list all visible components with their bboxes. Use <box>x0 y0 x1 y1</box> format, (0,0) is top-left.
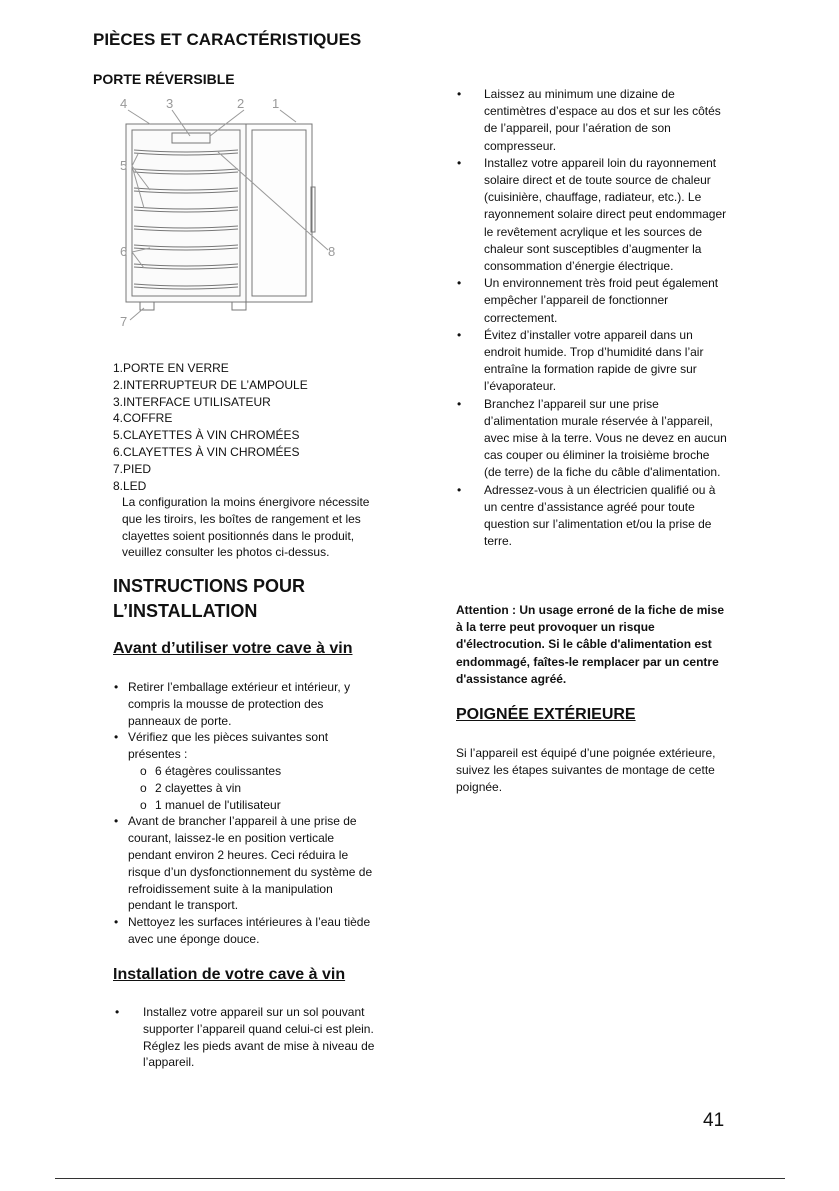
external-handle-heading: POIGNÉE EXTÉRIEURE <box>456 706 636 723</box>
installation-list <box>113 1004 388 1071</box>
part-item: 4.COFFRE <box>113 411 173 426</box>
part-item: 6.CLAYETTES À VIN CHROMÉES <box>113 444 300 459</box>
list-item: • Laissez au minimum une dizaine de centimètres d’espace au dos et sur les côtés de l’appareil, pour l’aération de son compresseur. <box>456 86 728 155</box>
list-item: • Adressez-vous à un électricien qualifié ou à un centre d’assistance agréé pour toute question sur l’alimentation et/ou la prise de terre. <box>456 482 728 551</box>
callout-2: 2 <box>237 96 245 111</box>
list-item: • Vérifiez que les pièces suivantes sont présentes : o 6 étagères coulissantes o 2 clayettes à vin o 1 manuel de l'utilisateur <box>113 729 378 813</box>
wine-cabinet-diagram <box>110 92 350 332</box>
section-subtitle: PORTE RÉVERSIBLE <box>93 71 235 87</box>
installation-guidelines-list <box>456 86 728 550</box>
before-use-list <box>113 679 378 948</box>
list-item: • Évitez d’installer votre appareil dans un endroit humide. Trop d’humidité dans l’air entraîne la formation rapide de givre sur l’évaporateur. <box>456 327 728 396</box>
list-item: • Installez votre appareil sur un sol pouvant supporter l’appareil quand celui-ci est plein. Réglez les pieds avant de mise à niveau de l’appareil. <box>113 1004 388 1071</box>
sublist-item: o 2 clayettes à vin <box>128 780 378 797</box>
list-item: • Nettoyez les surfaces intérieures à l’eau tiède avec une éponge douce. <box>113 914 378 948</box>
page-title: PIÈCES ET CARACTÉRISTIQUES <box>93 30 362 49</box>
configuration-note: La configuration la moins énergivore nécessite que les tiroirs, les boîtes de rangement et les clayettes soient positionnés dans le produit, veuillez consulter les photos ci-dessus. <box>122 495 370 560</box>
included-parts-sublist <box>128 763 378 813</box>
part-item: 1.PORTE EN VERRE <box>113 361 229 375</box>
callout-4: 4 <box>120 96 128 111</box>
list-item: • Avant de brancher l’appareil à une prise de courant, laissez-le en position verticale pendant environ 2 heures. Ceci réduira le risque d’un dysfonctionnement du système de refroidissement suite à la manipulation pendant le transport. <box>113 813 378 914</box>
callout-6: 6 <box>120 244 128 259</box>
foot-right <box>232 302 246 310</box>
external-handle-text: Si l’appareil est équipé d’une poignée extérieure, suivez les étapes suivantes de montage de cette poignée. <box>456 746 716 795</box>
part-item: 7.PIED <box>113 461 152 476</box>
before-use-heading: Avant d’utiliser votre cave à vin <box>113 640 353 657</box>
callout-8: 8 <box>328 244 336 259</box>
parts-list <box>113 360 308 494</box>
page-number: 41 <box>703 1110 725 1131</box>
glass-door <box>246 124 312 302</box>
sublist-item: o 6 étagères coulissantes <box>128 763 378 780</box>
part-item: 8.LED <box>113 478 147 493</box>
list-item: • Branchez l’appareil sur une prise d’alimentation murale réservée à l’appareil, avec mise à la terre. Vous ne devez en aucun cas couper ou éliminer la troisième broche (de terre) de la fiche du câble d'alimentation. <box>456 396 728 482</box>
foot-left <box>140 302 154 310</box>
callout-7: 7 <box>120 314 128 329</box>
list-item: • Retirer l’emballage extérieur et intérieur, y compris la mousse de protection des panneaux de porte. <box>113 679 378 729</box>
list-item: • Un environnement très froid peut également empêcher l’appareil de fonctionner correctement. <box>456 275 728 327</box>
sublist-item: o 1 manuel de l'utilisateur <box>128 797 378 814</box>
callout-3: 3 <box>166 96 174 111</box>
part-item: 3.INTERFACE UTILISATEUR <box>113 394 271 409</box>
installation-instructions-heading: INSTRUCTIONS POUR L’INSTALLATION <box>113 576 306 621</box>
attention-warning: Attention : Un usage erroné de la fiche de mise à la terre peut provoquer un risque d'électrocution. Si le câble d'alimentation est endommagé, faîtes-le remplacer par un centre d'assistance agréé. <box>456 603 725 686</box>
footer-divider <box>55 1178 785 1179</box>
part-item: 2.INTERRUPTEUR DE L’AMPOULE <box>113 377 308 392</box>
callout-5: 5 <box>120 158 128 173</box>
list-item: • Installez votre appareil loin du rayonnement solaire direct et de toute source de chaleur (cuisinière, chauffage, radiateur, etc.). Le rayonnement solaire direct peut endommager le revêtement acrylique et les sources de chaleur sont susceptibles d’augmenter la consommation d’énergie électrique. <box>456 155 728 275</box>
installation-heading: Installation de votre cave à vin <box>113 966 346 983</box>
part-item: 5.CLAYETTES À VIN CHROMÉES <box>113 428 300 443</box>
callout-1: 1 <box>272 96 280 111</box>
